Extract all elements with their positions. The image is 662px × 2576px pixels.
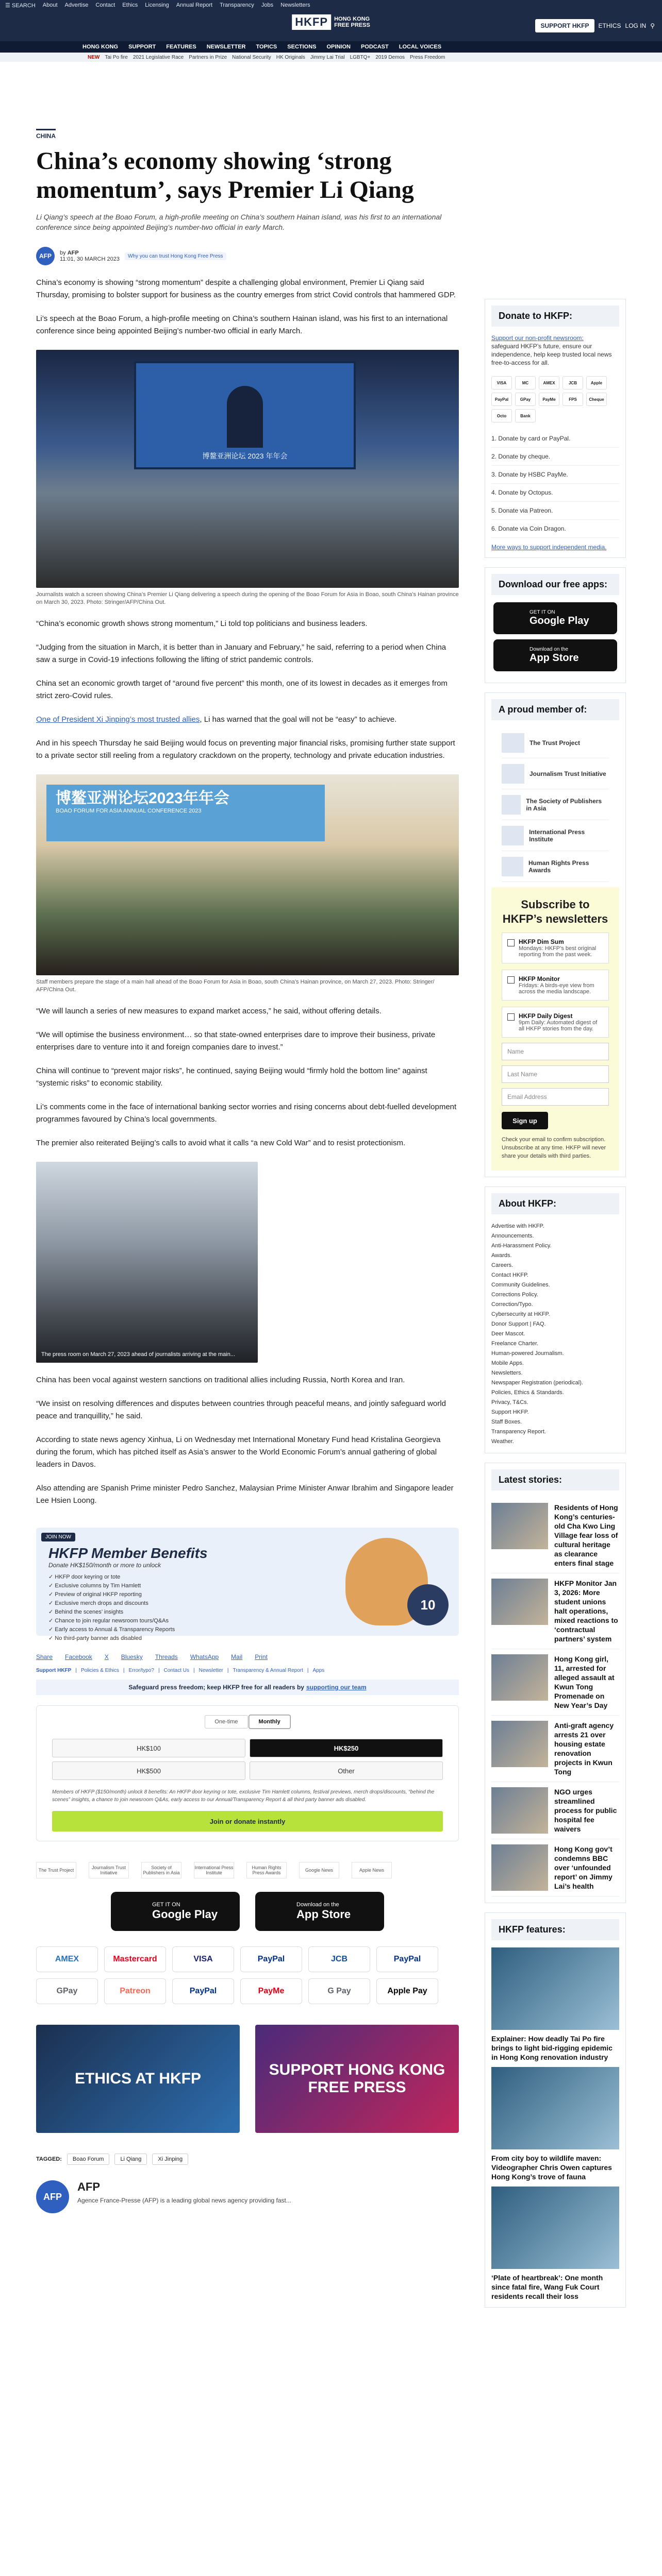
paragraph: One of President Xi Jinping’s most trusted allies, Li has warned that the goal will not be “easy” to achieve. (36, 715, 397, 724)
topbar-licensing[interactable]: Licensing (145, 2, 169, 8)
org-logo[interactable]: Human Rights Press Awards (246, 1862, 287, 1878)
tab-monthly[interactable]: Monthly (249, 1715, 290, 1728)
paragraph: According to state news agency Xinhua, Li on Wednesday met International Monetary Fund head Kristalina Georgieva during the forum, which has pitched itself as Asia’s answer to the World Economic Forum’s annual gathering of global leaders in Davos. (36, 1435, 441, 1469)
card-icon: VISA (491, 376, 512, 389)
photo-caption: Journalists watch a screen showing China’s Premier Li Qiang delivering a speech during the opening of the Boao Forum for Asia in Boao, south China’s Hainan province on March 30, 2023. Photo: Stringer/AFP/China Out. (36, 591, 459, 605)
topbar-annual-report[interactable]: Annual Report (176, 2, 213, 8)
story-thumbnail (491, 1721, 548, 1767)
card-icon: Apple (586, 376, 607, 389)
card-icon: Bank (515, 409, 536, 422)
paragraph: China’s economy is showing “strong momentum” despite a challenging global environment, Premier Li Qiang said Thursday, promising to bolster support for business as the country emerges from strict Covid controls that hammered GDP. (36, 278, 456, 299)
paragraph: “We will launch a series of new measures to expand market access,” he said, without offering details. (36, 1007, 382, 1015)
benefit-item: ✓ Behind the scenes’ insights (48, 1609, 124, 1615)
nav-hong-kong[interactable]: HONG KONG (82, 44, 119, 50)
paragraph: “China’s economic growth shows strong momentum,” Li told top politicians and business leaders. (36, 619, 368, 628)
tag-link[interactable]: LGBTQ+ (350, 54, 371, 60)
amount-option[interactable]: HK$500 (52, 1761, 245, 1780)
patreon-icon[interactable]: Patreon (104, 1978, 166, 2004)
article-deck: Li Qiang’s speech at the Boao Forum, a high-profile meeting on China’s southern Hainan island, was his first to an international conference since being appointed Beijing’s number-two official in early March. (36, 213, 442, 231)
app-store-buttons (36, 1892, 459, 1931)
photo-banner: 博鳌亚洲论坛2023年年会 BOAO FORUM FOR ASIA ANNUAL CONFERENCE 2023 (46, 785, 325, 841)
author-avatar[interactable]: AFP (36, 2180, 69, 2213)
article-main (36, 62, 459, 2317)
amount-other[interactable]: Other (250, 1761, 443, 1780)
apps-title: Download our free apps: (491, 574, 619, 595)
about-link[interactable]: Contact HKFP. (491, 1272, 528, 1278)
nav-podcast[interactable]: PODCAST (360, 44, 389, 50)
photo-speaker (227, 386, 263, 448)
org-logo-icon (502, 795, 521, 815)
paragraph: Li’s speech at the Boao Forum, a high-profile meeting on China’s southern Hainan island, was his first to an international conference since being appointed Beijing’s number-two official in early March. (36, 314, 448, 335)
share-x[interactable]: X (104, 1653, 109, 1660)
org-logo[interactable]: International Press Institute (194, 1862, 234, 1878)
safeguard-bar: Safeguard press freedom; keep HKFP free for all readers by supporting our team (36, 1680, 459, 1695)
photo-overlay-caption: The press room on March 27, 2023 ahead of journalists arriving at the main... (41, 1351, 236, 1358)
about-link[interactable]: Staff Boxes. (491, 1419, 522, 1425)
about-link[interactable]: Community Guidelines. (491, 1282, 550, 1288)
about-link[interactable]: Support HKFP. (491, 1409, 529, 1415)
features-title: HKFP features: (491, 1919, 619, 1940)
org-logo[interactable]: Google News (299, 1862, 339, 1878)
tag-link[interactable]: National Security (232, 54, 271, 60)
about-link[interactable]: Privacy, T&Cs. (491, 1399, 528, 1405)
paragraph: Also attending are Spanish Prime minister Pedro Sanchez, Malaysian Prime Minister Anwar Ibrahim and Singapore leader Lee Hsien Loong. (36, 1484, 454, 1505)
hkfp-logo[interactable] (292, 14, 370, 30)
ethics-promo[interactable]: ETHICS AT HKFP (36, 2025, 240, 2133)
share-mail[interactable]: Mail (231, 1653, 243, 1660)
donate-option[interactable]: 5. Donate via Patreon. (491, 502, 619, 520)
feature-image (491, 2187, 619, 2269)
card-icon: PayMe (539, 393, 559, 406)
newsletter-option[interactable]: HKFP Monitor Fridays: A birds-eye view from across the media landscape. (502, 970, 609, 1001)
benefit-item: ✓ Exclusive columns by Tim Hamlett (48, 1583, 141, 1589)
tag-link[interactable]: Jimmy Lai Trial (310, 54, 345, 60)
member-org[interactable]: Human Rights Press Awards (502, 851, 609, 882)
share-whatsapp[interactable]: WhatsApp (190, 1653, 219, 1660)
photo-li-qiang-screen (36, 350, 459, 588)
topbar-about[interactable]: About (42, 2, 58, 8)
topbar-transparency[interactable]: Transparency (220, 2, 254, 8)
nav-opinion[interactable]: OPINION (326, 44, 351, 50)
org-logo[interactable]: Society of Publishers in Asia (141, 1862, 181, 1878)
nav-newsletter[interactable]: NEWSLETTER (206, 44, 246, 50)
donation-widget (36, 1705, 459, 1841)
tag-chip[interactable]: Boao Forum (67, 2154, 110, 2165)
tag-link[interactable]: HK Originals (276, 54, 305, 60)
author-avatar[interactable]: AFP (36, 247, 55, 265)
trending-tags (0, 53, 662, 62)
about-link[interactable]: Policies, Ethics & Standards. (491, 1389, 564, 1396)
about-link[interactable]: Careers. (491, 1262, 514, 1268)
donate-options (491, 430, 619, 538)
about-link[interactable]: Transparency Report. (491, 1429, 546, 1435)
story-thumbnail (491, 1844, 548, 1891)
link-error[interactable]: Error/typo? (128, 1668, 154, 1673)
donate-link[interactable]: Support our non-profit newsroom: (491, 334, 584, 342)
checkbox-icon[interactable] (507, 1013, 515, 1021)
search-icon[interactable]: ⚲ (650, 22, 655, 29)
paragraph: China will continue to “prevent major risks”, he continued, saying Beijing would “firmly hold the bottom line” against “systemic risks” to economic stability. (36, 1066, 427, 1088)
author-box-name[interactable]: AFP (77, 2180, 100, 2193)
tag-link[interactable]: 2021 Legislative Race (133, 54, 184, 60)
first-name-input[interactable]: Name (502, 1043, 609, 1060)
member-benefits-banner[interactable] (36, 1528, 459, 1641)
feature-item[interactable]: Explainer: How deadly Tai Po fire brings to light bid-rigging epidemic in Hong Kong renovation industry (491, 1947, 619, 2062)
card-icon: JCB (562, 376, 583, 389)
about-link[interactable]: Advertise with HKFP. (491, 1223, 544, 1229)
about-link[interactable]: Weather. (491, 1438, 514, 1445)
google-play-button[interactable]: GET IT ON Google Play (493, 602, 617, 634)
donate-text: safeguard HKFP’s future, ensure our independence, help keep trusted local news free-to-access for all. (491, 343, 612, 366)
benefit-item: ✓ Chance to join regular newsroom tours/Q&As (48, 1618, 169, 1624)
share-bar (36, 1653, 459, 1660)
story-item[interactable]: Residents of Hong Kong’s centuries-old Cha Kwo Ling Village fear loss of cultural heritage as clearance enters final stage (491, 1498, 619, 1573)
tab-one-time[interactable]: One-time (205, 1715, 247, 1728)
paragraph: “We will optimise the business environment… so that state-owned enterprises dare to improve their business, private enterprises dare to venture into it and foreign companies dare to invest.” (36, 1030, 436, 1052)
story-item[interactable]: Hong Kong girl, 11, arrested for alleged assault at Kwun Tong Promenade on New Year’s Day (491, 1649, 619, 1716)
feature-image (491, 1947, 619, 2030)
photo-screen: 博鳌亚洲论坛 2023 年年会 (134, 361, 356, 469)
about-links (491, 1222, 619, 1447)
link-contact[interactable]: Contact Us (163, 1668, 190, 1673)
donate-option[interactable]: 6. Donate via Coin Dragon. (491, 520, 619, 538)
gpay-icon[interactable]: G Pay (308, 1978, 370, 2004)
newsletter-signup (491, 887, 619, 1171)
share-print[interactable]: Print (255, 1653, 268, 1660)
story-thumbnail (491, 1503, 548, 1549)
ten-years-badge: 10 (407, 1584, 449, 1625)
link-support[interactable]: Support HKFP (36, 1668, 72, 1673)
share-label: Share (36, 1653, 53, 1660)
member-subtitle: Donate HK$150/month or more to unlock (48, 1562, 161, 1569)
apple-pay-icon[interactable]: Apple Pay (376, 1978, 438, 2004)
member-org[interactable]: The Society of Publishers in Asia (502, 789, 609, 820)
card-icon: MC (515, 376, 536, 389)
about-link[interactable]: Anti-Harassment Policy. (491, 1243, 552, 1249)
members-box (485, 692, 626, 1177)
amex-icon[interactable]: AMEX (36, 1946, 98, 1972)
nav-sections[interactable]: SECTIONS (287, 44, 317, 50)
tagged-label: TAGGED: (36, 2156, 62, 2162)
login-link[interactable]: LOG IN (625, 22, 647, 29)
topbar-advertise[interactable]: Advertise (64, 2, 89, 8)
latest-box (485, 1463, 626, 1903)
story-thumbnail (491, 1654, 548, 1701)
member-of-title: A proud member of: (491, 699, 619, 720)
support-hkfp-button[interactable]: SUPPORT HKFP (535, 19, 594, 32)
site-header (0, 10, 662, 41)
story-thumbnail (491, 1787, 548, 1834)
ethics-link[interactable]: ETHICS (598, 22, 621, 29)
about-link[interactable]: Announcements. (491, 1233, 534, 1239)
author-bio: Agence France-Presse (AFP) is a leading global news agency providing fast... (77, 2197, 291, 2204)
about-box (485, 1187, 626, 1453)
feature-item[interactable]: ‘Plate of heartbreak’: One month since fatal fire, Wang Fuk Court residents recall their loss (491, 2187, 619, 2301)
tag-link[interactable]: Tai Po fire (105, 54, 128, 60)
paragraph: China has been vocal against western sanctions on traditional allies including Russia, North Korea and Iran. (36, 1376, 405, 1384)
donate-option[interactable]: 4. Donate by Octopus. (491, 484, 619, 502)
benefit-item: ✓ Exclusive merch drops and discounts (48, 1600, 148, 1606)
member-org[interactable]: International Press Institute (502, 820, 609, 851)
about-link[interactable]: Awards. (491, 1252, 512, 1259)
email-input[interactable]: Email Address (502, 1088, 609, 1106)
features-box (485, 1912, 626, 2308)
benefit-item: ✓ Early access to Annual & Transparency Reports (48, 1626, 175, 1633)
paypal-icon[interactable]: PayPal (172, 1978, 234, 2004)
join-now-badge[interactable]: JOIN NOW (41, 1533, 75, 1541)
promo-banners (36, 2025, 459, 2133)
paypal-icon[interactable]: PayPal (240, 1946, 302, 1972)
feature-item[interactable]: From city boy to wildlife maven: Videographer Chris Owen captures Hong Kong’s trove of fauna (491, 2067, 619, 2181)
nav-support[interactable]: SUPPORT (128, 44, 156, 50)
google-play-button[interactable]: GET IT ON Google Play (111, 1892, 240, 1931)
frequency-toggle (52, 1715, 443, 1728)
share-facebook[interactable]: Facebook (65, 1653, 92, 1660)
amount-options (52, 1739, 443, 1780)
tag-link[interactable]: Press Freedom (410, 54, 445, 60)
card-icon: PayPal (491, 393, 512, 406)
latest-title: Latest stories: (491, 1469, 619, 1490)
app-store-button[interactable]: Download on the App Store (493, 639, 617, 671)
sidebar (485, 62, 626, 2317)
story-thumbnail (491, 1579, 548, 1625)
topbar-jobs[interactable]: Jobs (261, 2, 274, 8)
support-promo[interactable]: SUPPORT HONG KONG FREE PRESS (255, 2025, 459, 2133)
amount-option[interactable]: HK$100 (52, 1739, 245, 1757)
donation-note: Members of HKFP ($150/month) unlock 8 benefits: An HKFP door keyring or tote, exclusive Tim Hamlett columns, festival previews, merch drops/discounts, “behind the scenes” insights, a chance to join newsroom Q&As, early access to our Annual/Transparency Report & all third party banner ads disabled. (52, 1789, 435, 1803)
member-org[interactable]: Journalism Trust Initiative (502, 758, 609, 789)
trust-link[interactable]: Why you can trust Hong Kong Free Press (125, 252, 226, 260)
logo-mark: HKFP (292, 14, 331, 30)
story-item[interactable]: HKFP Monitor Jan 3, 2026: More student unions halt operations, mixed reactions to ‘contractual partners’ system (491, 1573, 619, 1649)
card-icon: FPS (562, 393, 583, 406)
link-newsletter[interactable]: Newsletter (198, 1668, 223, 1673)
more-ways-link[interactable]: More ways to support independent media. (491, 544, 607, 551)
org-logo[interactable]: Journalism Trust Initiative (89, 1862, 129, 1878)
app-store-button[interactable]: Download on the App Store (255, 1892, 384, 1931)
share-bluesky[interactable]: Bluesky (121, 1653, 143, 1660)
tagged-row (36, 2154, 459, 2165)
jcb-icon[interactable]: JCB (308, 1946, 370, 1972)
paragraph: Li’s comments come in the face of international banking sector worries and rising concerns about debt-fuelled development programmes favoured by China’s local governments. (36, 1103, 457, 1124)
nav-features[interactable]: FEATURES (166, 44, 196, 50)
payment-methods (36, 1946, 459, 2004)
tag-link[interactable]: 2019 Demos (375, 54, 405, 60)
org-logo[interactable]: Apple News (352, 1862, 392, 1878)
publish-date: 11:01, 30 MARCH 2023 (60, 256, 120, 262)
about-link[interactable]: Newspaper Registration (periodical). (491, 1380, 583, 1386)
topbar-search[interactable]: ☰ SEARCH (5, 2, 36, 9)
org-logo-icon (502, 764, 524, 784)
support-team-link[interactable]: supporting our team (306, 1684, 367, 1691)
about-link[interactable]: Freelance Charter. (491, 1341, 539, 1347)
about-link[interactable]: Newsletters. (491, 1370, 523, 1376)
photo-boao-stage (36, 774, 459, 975)
newsletter-option[interactable]: HKFP Daily Digest 9pm Daily: Automated digest of all HKFP stories from the day. (502, 1007, 609, 1038)
article-category[interactable]: CHINA (36, 129, 56, 140)
author-name[interactable]: by AFP (60, 250, 79, 256)
logo-line2: FREE PRESS (334, 22, 370, 28)
tag-link[interactable]: Partners in Prize (189, 54, 227, 60)
mastercard-icon[interactable]: Mastercard (104, 1946, 166, 1972)
member-org[interactable]: The Trust Project (502, 727, 609, 758)
tags-new-label: NEW (88, 54, 100, 60)
footer-links: Support HKFP | Policies & Ethics | Error/typo? | Contact Us | Newsletter | Transparency & Annual Report | Apps (36, 1668, 325, 1673)
apps-box (485, 567, 626, 683)
donate-option[interactable]: 3. Donate by HSBC PayMe. (491, 466, 619, 484)
paypal-icon[interactable]: PayPal (376, 1946, 438, 1972)
paragraph: China set an economic growth target of “around five percent” this month, one of its lowest in decades as it emerges from strict zero-Covid rules. (36, 679, 448, 700)
benefit-item: ✓ Preview of original HKFP reporting (48, 1591, 142, 1598)
sign-up-button[interactable]: Sign up (502, 1112, 548, 1129)
tag-chip[interactable]: Xi Jinping (152, 2154, 188, 2165)
about-link[interactable]: Corrections Policy. (491, 1292, 538, 1298)
gpay-icon[interactable]: GPay (36, 1978, 98, 2004)
about-link[interactable]: Donor Support | FAQ. (491, 1321, 546, 1327)
story-item[interactable]: Hong Kong gov’t condemns BBC over ‘unfounded report’ on Jimmy Lai’s health (491, 1839, 619, 1896)
main-nav (0, 41, 662, 53)
card-icon: Octo (491, 409, 512, 422)
checkbox-icon[interactable] (507, 939, 515, 946)
payme-icon[interactable]: PayMe (240, 1978, 302, 2004)
donate-option[interactable]: 1. Donate by card or PayPal. (491, 430, 619, 448)
about-title: About HKFP: (491, 1193, 619, 1214)
link-transparency[interactable]: Transparency & Annual Report (233, 1668, 303, 1673)
donate-title: Donate to HKFP: (491, 306, 619, 327)
join-donate-button[interactable]: Join or donate instantly (52, 1811, 443, 1832)
byline (36, 247, 459, 265)
org-logo-icon (502, 826, 524, 845)
top-utility-bar (0, 0, 662, 10)
member-title: HKFP Member Benefits (48, 1545, 208, 1561)
story-item[interactable]: NGO urges streamlined process for public hospital fee waivers (491, 1782, 619, 1839)
photo-press-room (36, 1162, 258, 1363)
card-icon: AMEX (539, 376, 559, 389)
paragraph: And in his speech Thursday he said Beijing would focus on preventing major financial risks, promising further state support to a private sector still reeling from a regulatory crackdown on the property, technology and private education industries. (36, 739, 455, 760)
org-logo-icon (502, 733, 524, 753)
photo-caption: Staff members prepare the stage of a main hall ahead of the Boao Forum for Asia in Boao, south China’s Hainan province, on March 27, 2023. Photo: Stringer/ AFP/China Out. (36, 979, 435, 993)
amount-option-selected[interactable]: HK$250 (250, 1739, 443, 1757)
link-policies[interactable]: Policies & Ethics (80, 1668, 119, 1673)
about-link[interactable]: Cybersecurity at HKFP. (491, 1311, 550, 1317)
tag-chip[interactable]: Li Qiang (114, 2154, 147, 2165)
author-box (36, 2180, 459, 2213)
about-link[interactable]: Mobile Apps. (491, 1360, 524, 1366)
benefit-item: ✓ No third-party banner ads disabled (48, 1635, 142, 1641)
card-icon: GPay (515, 393, 536, 406)
topbar-contact[interactable]: Contact (95, 2, 115, 8)
logo-line1: HONG KONG (334, 16, 370, 22)
story-item[interactable]: Anti-graft agency arrests 21 over housing estate renovation projects in Kwun Tong (491, 1716, 619, 1782)
benefit-item: ✓ HKFP door keyring or tote (48, 1574, 121, 1580)
org-logo[interactable]: The Trust Project (36, 1862, 76, 1878)
org-logo-icon (502, 857, 523, 876)
nav-local-voices[interactable]: LOCAL VOICES (399, 44, 442, 50)
paragraph: “We insist on resolving differences and disputes between countries through peaceful means, and jointly safeguard world peace and tranquillity,” he said. (36, 1399, 446, 1420)
topbar-ethics[interactable]: Ethics (122, 2, 138, 8)
newsletter-option[interactable]: HKFP Dim Sum Mondays: HKFP’s best original reporting from the past week. (502, 933, 609, 963)
payment-cards (491, 376, 619, 422)
about-link[interactable]: Deer Mascot. (491, 1331, 525, 1337)
card-icon: Cheque (586, 393, 607, 406)
about-link[interactable]: Correction/Typo. (491, 1301, 533, 1308)
paragraph: “Judging from the situation in March, it is better than in January and February,” he said, referring to a period when China saw a surge in Covid-19 infections following the lifting of strict pandemic controls. (36, 643, 446, 664)
share-threads[interactable]: Threads (155, 1653, 178, 1660)
donate-box (485, 299, 626, 558)
link-apps[interactable]: Apps (312, 1668, 325, 1673)
nav-topics[interactable]: TOPICS (256, 44, 277, 50)
newsletter-title: Subscribe to HKFP’s newsletters (502, 898, 608, 925)
visa-icon[interactable]: VISA (172, 1946, 234, 1972)
feature-image (491, 2067, 619, 2149)
member-org-list (491, 727, 619, 882)
newsletter-note: Check your email to confirm subscription. Unsubscribe at any time. HKFP will never share your details with third parties. (502, 1137, 606, 1159)
topbar-newsletters[interactable]: Newsletters (280, 2, 310, 8)
checkbox-icon[interactable] (507, 976, 515, 984)
inline-link[interactable]: One of President Xi Jinping’s most trusted allies (36, 715, 200, 724)
about-link[interactable]: Human-powered Journalism. (491, 1350, 564, 1357)
org-logos (36, 1862, 459, 1878)
donate-option[interactable]: 2. Donate by cheque. (491, 448, 619, 466)
article-title: China’s economy showing ‘strong momentum’, says Premier Li Qiang (36, 147, 414, 204)
paragraph: The premier also reiterated Beijing’s calls to avoid what it calls “a new Cold War” and to resist protectionism. (36, 1139, 406, 1147)
last-name-input[interactable]: Last Name (502, 1065, 609, 1083)
